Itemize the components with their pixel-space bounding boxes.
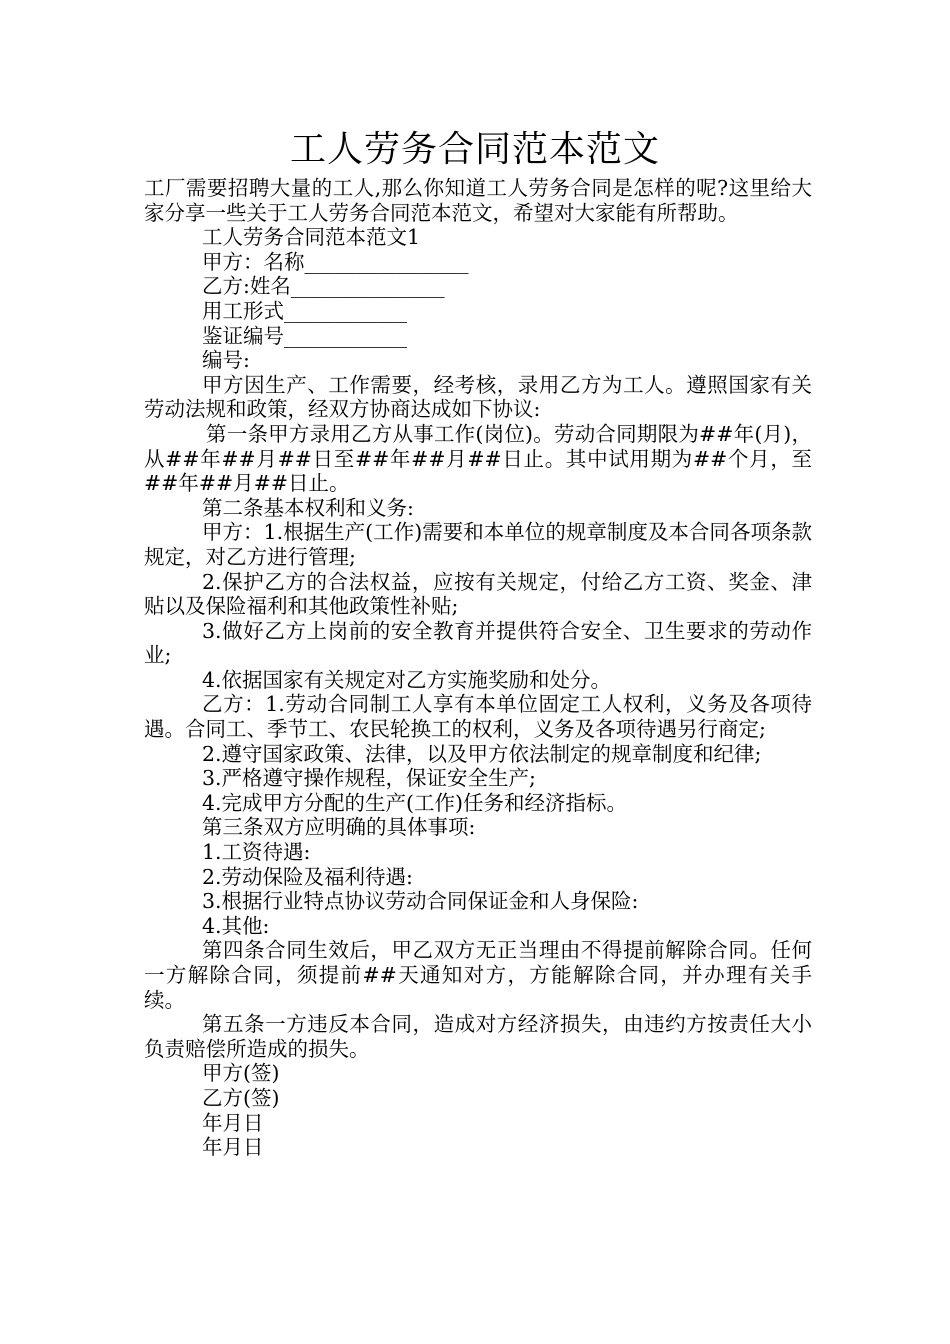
- preamble-paragraph: 甲方因生产、工作需要，经考核，录用乙方为工人。遵照国家有关劳动法规和政策，经双方协商达成如下协议:: [144, 372, 812, 422]
- party-a-duty-1: 甲方：1.根据生产(工作)需要和本单位的规章制度及本合同各项条款规定，对乙方进行管理;: [144, 520, 812, 569]
- article-2-heading: 第二条基本权利和义务:: [202, 495, 414, 520]
- article-3-item-2: 2.劳动保险及福利待遇:: [202, 864, 413, 889]
- party-b-duty-3: 3.严格遵守操作规程，保证安全生产;: [202, 766, 536, 791]
- party-a-field: 甲方：名称________________: [202, 249, 469, 274]
- party-b-duty-4: 4.完成甲方分配的生产(工作)任务和经济指标。: [202, 790, 628, 815]
- party-a-duty-3: 3.做好乙方上岗前的安全教育并提供符合安全、卫生要求的劳动作业;: [144, 618, 812, 668]
- document-title: 工人劳务合同范本范文: [289, 129, 660, 170]
- contract-subtitle: 工人劳务合同范本范文1: [202, 225, 421, 250]
- date-line-2: 年月日: [202, 1135, 264, 1160]
- party-b-duty-2: 2.遵守国家政策、法律，以及甲方依法制定的规章制度和纪律;: [202, 741, 762, 766]
- article-5-paragraph: 第五条一方违反本合同，造成对方经济损失，由违约方按责任大小负责赔偿所造成的损失。: [144, 1012, 812, 1061]
- employment-form-field: 用工形式____________: [202, 298, 407, 323]
- article-4-paragraph: 第四条合同生效后，甲乙双方无正当理由不得提前解除合同。任何一方解除合同，须提前##天通知对方，方能解除合同，并办理有关手续。: [144, 938, 812, 1012]
- article-3-item-1: 1.工资待遇:: [202, 840, 311, 865]
- certification-number-field: 鉴证编号____________: [202, 323, 407, 348]
- article-3-item-3: 3.根据行业特点协议劳动合同保证金和人身保险:: [202, 889, 639, 914]
- party-a-signature: 甲方(签): [202, 1061, 280, 1086]
- date-line-1: 年月日: [202, 1110, 264, 1135]
- party-a-duty-4: 4.依据国家有关规定对乙方实施奖励和处分。: [202, 667, 612, 692]
- number-field: 编号:: [202, 348, 250, 373]
- article-3-item-4: 4.其他:: [202, 913, 270, 938]
- document-body: [144, 176, 812, 1160]
- party-b-field: 乙方:姓名_______________: [202, 274, 445, 299]
- party-b-right-1: 乙方：1.劳动合同制工人享有本单位固定工人权利，义务及各项待遇。合同工、季节工、农民轮换工的权利，义务及各项待遇另行商定;: [144, 692, 812, 742]
- article-1-paragraph: 第一条甲方录用乙方从事工作(岗位)。劳动合同期限为##年(月)，从##年##月##日至##年##月##日止。其中试用期为##个月，至##年##月##日止。: [144, 421, 812, 496]
- party-b-signature: 乙方(签): [202, 1085, 280, 1110]
- intro-paragraph: 工厂需要招聘大量的工人,那么你知道工人劳务合同是怎样的呢?这里给大家分享一些关于工人劳务合同范本范文，希望对大家能有所帮助。: [144, 176, 812, 225]
- party-a-duty-2: 2.保护乙方的合法权益，应按有关规定，付给乙方工资、奖金、津贴以及保险福利和其他政策性补贴;: [144, 569, 812, 619]
- article-3-heading: 第三条双方应明确的具体事项:: [202, 815, 476, 840]
